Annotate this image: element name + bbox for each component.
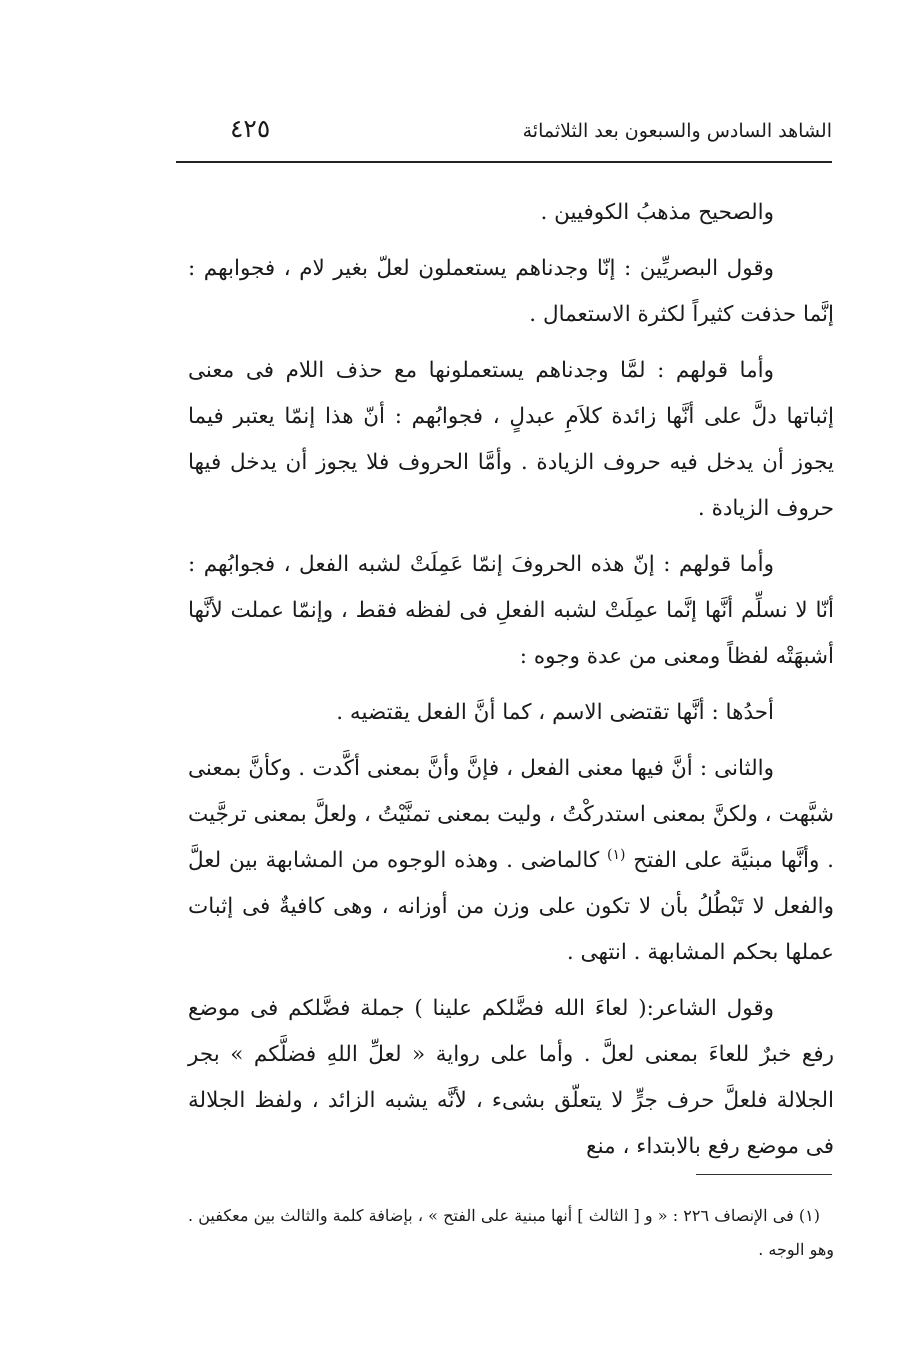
paragraph-3: وأما قولهم : لمَّا وجدناهم يستعملونها مع حذف اللام فى معنى إثباتها دلَّ على أنَّها زائدة كلاَمِ عبدلٍ ، فجوابُهم : أنّ هذا إنمّا يعتبر فيما يجوز أن يدخل فيه حروف الزيادة . وأمَّا الحروف فلا يجوز أن يدخل فيها حروف الزيادة . — [188, 358, 834, 521]
footnote-rule — [696, 1174, 832, 1175]
paragraph-7: وقول الشاعر:( لعاءَ الله فضَّلكم علينا ) جملة فضَّلكم فى موضع رفع خبرٌ للعاءَ بمعنى لعلَّ . وأما على رواية « لعلِّ اللهِ فضلَّكم » بجر الجلالة فلعلَّ حرف جرٍّ لا يتعلّق بشىء ، لأنَّه يشبه الزائد ، ولفظ الجلالة فى موضع رفع بالابتداء ، منع — [188, 996, 834, 1159]
page-header — [178, 112, 832, 152]
footnote — [188, 1199, 834, 1267]
paragraph-6 — [188, 746, 834, 976]
paragraph-5: أحدُها : أنَّها تقتضى الاسم ، كما أنَّ الفعل يقتضيه . — [336, 700, 774, 725]
paragraph-1: والصحيح مذهبُ الكوفيين . — [540, 200, 774, 225]
paragraph-2: وقول البصريِّين : إنّا وجدناهم يستعملون لعلّ بغير لام ، فجوابهم : إنَّما حذفت كثيراً لكثرة الاستعمال . — [188, 256, 834, 327]
page-number: ٤٢٥ — [230, 114, 271, 143]
paragraph-4: وأما قولهم : إنّ هذه الحروفَ إنمّا عَمِلَتْ لشبه الفعل ، فجوابُهم : أنّا لا نسلِّم أنَّها إنَّما عمِلَتْ لشبه الفعلِ فى لفظه فقط ، وإنمّا عملت لأنَّها أشبهَتْه لفظاً ومعنى من عدة وجوه : — [188, 552, 834, 669]
body-text — [188, 190, 834, 1180]
footnote-text: (١) فى الإنصاف ٢٢٦ : « و [ الثالث ] أنها مبنية على الفتح » ، بإضافة كلمة والثالث بين معكفين . وهو الوجه . — [188, 1206, 834, 1259]
paragraph-6-text: والثانى : أنَّ فيها معنى الفعل ، فإنَّ وأنَّ بمعنى أكَّدت . وكأنَّ بمعنى شبَّهت ، ولكنَّ بمعنى استدركْتُ ، وليت بمعنى تمنَّيْتُ ، ولعلَّ بمعنى ترجَّيت . وأنَّها مبنيَّة على الفتح — [188, 756, 834, 873]
running-title: الشاهد السادس والسبعون بعد الثلاثمائة — [522, 120, 832, 142]
paragraph-6-continuation: كالماضى . وهذه الوجوه من المشابهة بين لعلَّ والفعل لا تَبْطُلُ بأن لا تكون على وزن من أوزانه ، وهى كافيةٌ فى إثبات عملها بحكم المشابهة . انتهى . — [188, 848, 834, 965]
header-rule — [176, 161, 832, 163]
footnote-reference: (١) — [606, 846, 626, 863]
